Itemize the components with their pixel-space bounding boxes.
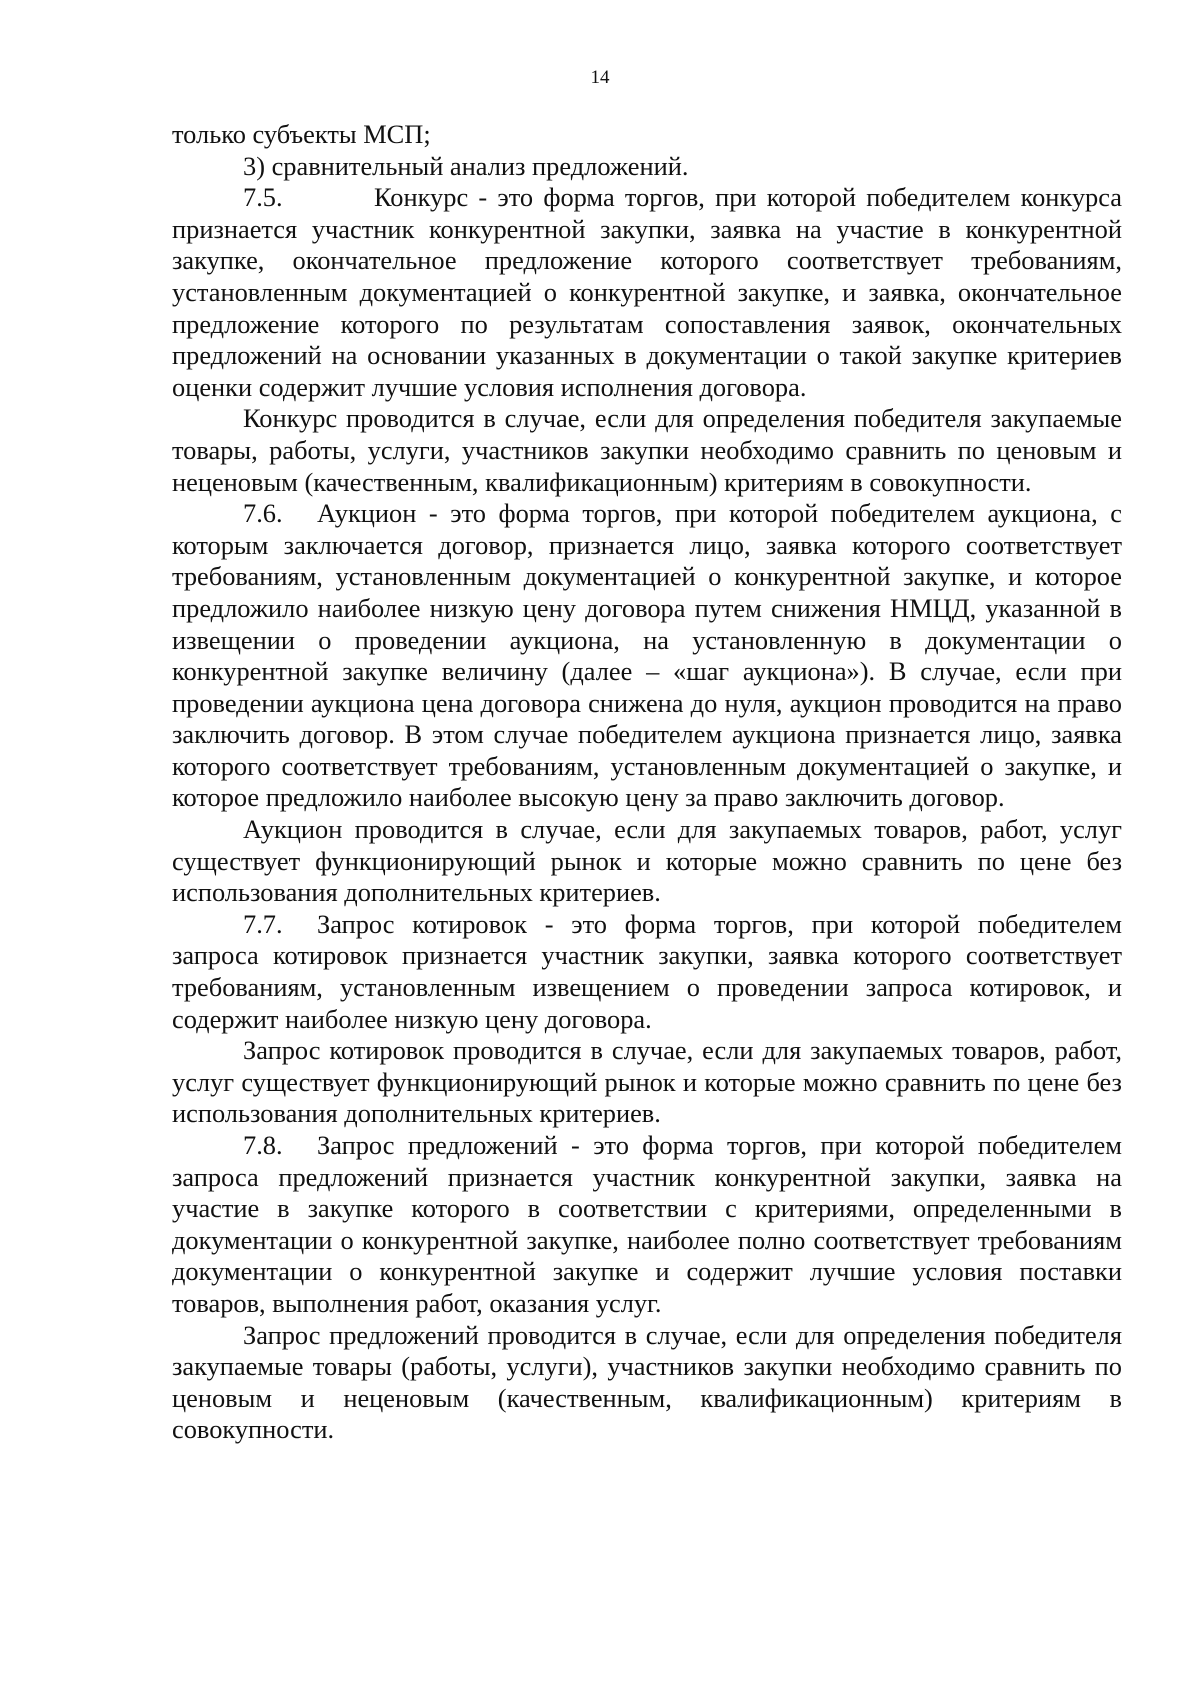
clause-number: 7.6. <box>243 498 283 529</box>
clause-number: 7.5. <box>243 182 283 213</box>
clause-7-5 <box>172 182 1122 403</box>
list-item-3 <box>172 151 1122 183</box>
paragraph-tender-conditions <box>172 403 1122 498</box>
paragraph-text: только субъекты МСП; <box>172 119 431 149</box>
paragraph-text: Конкурс - это форма торгов, при которой победителем конкурса признается участник конкурентной закупки, заявка на участие в конкурентной закупке, окончательное предложение которого соответствует требованиям, установленным документацией о конкурентной закупке, и заявка, окончательное предложение которого по результатам сопоставления заявок, окончательных предложений на основании указанных в документации о такой закупке критериев оценки содержит лучшие условия исполнения договора. <box>172 182 1122 402</box>
document-body <box>172 119 1122 1446</box>
paragraph-text: Конкурс проводится в случае, если для определения победителя закупаемые товары, работы, услуги, участников закупки необходимо сравнить по ценовым и неценовым (качественным, квалификационным) критериям в совокупности. <box>172 403 1122 497</box>
paragraph-quotation-conditions <box>172 1035 1122 1130</box>
paragraph-text: Запрос предложений проводится в случае, если для определения победителя закупаемые товары (работы, услуги), участников закупки необходимо сравнить по ценовым и неценовым (качественным, квалификационным) критериям в совокупности. <box>172 1319 1122 1445</box>
paragraph-text: Аукцион - это форма торгов, при которой победителем аукциона, с которым заключается договор, признается лицо, заявка которого соответствует требованиям, установленным документацией о конкурентной закупке, и которое предложило наиболее низкую цену договора путем снижения НМЦД, указанной в извещении о проведении аукциона, на установленную в документации о конкурентной закупке величину (далее – «шаг аукциона»). В случае, если при проведении аукциона цена договора снижена до нуля, аукцион проводится на право заключить договор. В этом случае победителем аукциона признается лицо, заявка которого соответствует требованиям, установленным документацией о закупке, и которое предложило наиболее высокую цену за право заключить договор. <box>172 498 1122 813</box>
clause-number: 7.8. <box>243 1130 283 1160</box>
paragraph-text: 3) сравнительный анализ предложений. <box>243 150 689 181</box>
paragraph-auction-conditions <box>172 814 1122 909</box>
paragraph-text: Запрос котировок - это форма торгов, при которой победителем запроса котировок признается участник закупки, заявка которого соответствует требованиям, установленным извещением о проведении запроса котировок, и содержит наиболее низкую цену договора. <box>172 908 1122 1034</box>
clause-7-8 <box>172 1130 1122 1320</box>
paragraph-text: Запрос котировок проводится в случае, если для закупаемых товаров, работ, услуг существует функционирующий рынок и которые можно сравнить по цене без использования дополнительных критериев. <box>172 1035 1122 1129</box>
clause-7-7 <box>172 909 1122 1035</box>
paragraph-text: Аукцион проводится в случае, если для закупаемых товаров, работ, услуг существует функционирующий рынок и которые можно сравнить по цене без использования дополнительных критериев. <box>172 814 1122 908</box>
page-number: 14 <box>590 67 610 88</box>
paragraph-text: Запрос предложений - это форма торгов, при которой победителем запроса предложений признается участник конкурентной закупки, заявка на участие в закупке которого в соответствии с критериями, определенными в документации о конкурентной закупке, наиболее полно соответствует требованиям документации о конкурентной закупке и содержит лучшие условия поставки товаров, выполнения работ, оказания услуг. <box>172 1130 1122 1318</box>
paragraph-proposals-conditions <box>172 1320 1122 1446</box>
clause-number: 7.7. <box>243 908 283 939</box>
paragraph-continuation <box>172 119 1122 151</box>
clause-7-6 <box>172 498 1122 814</box>
